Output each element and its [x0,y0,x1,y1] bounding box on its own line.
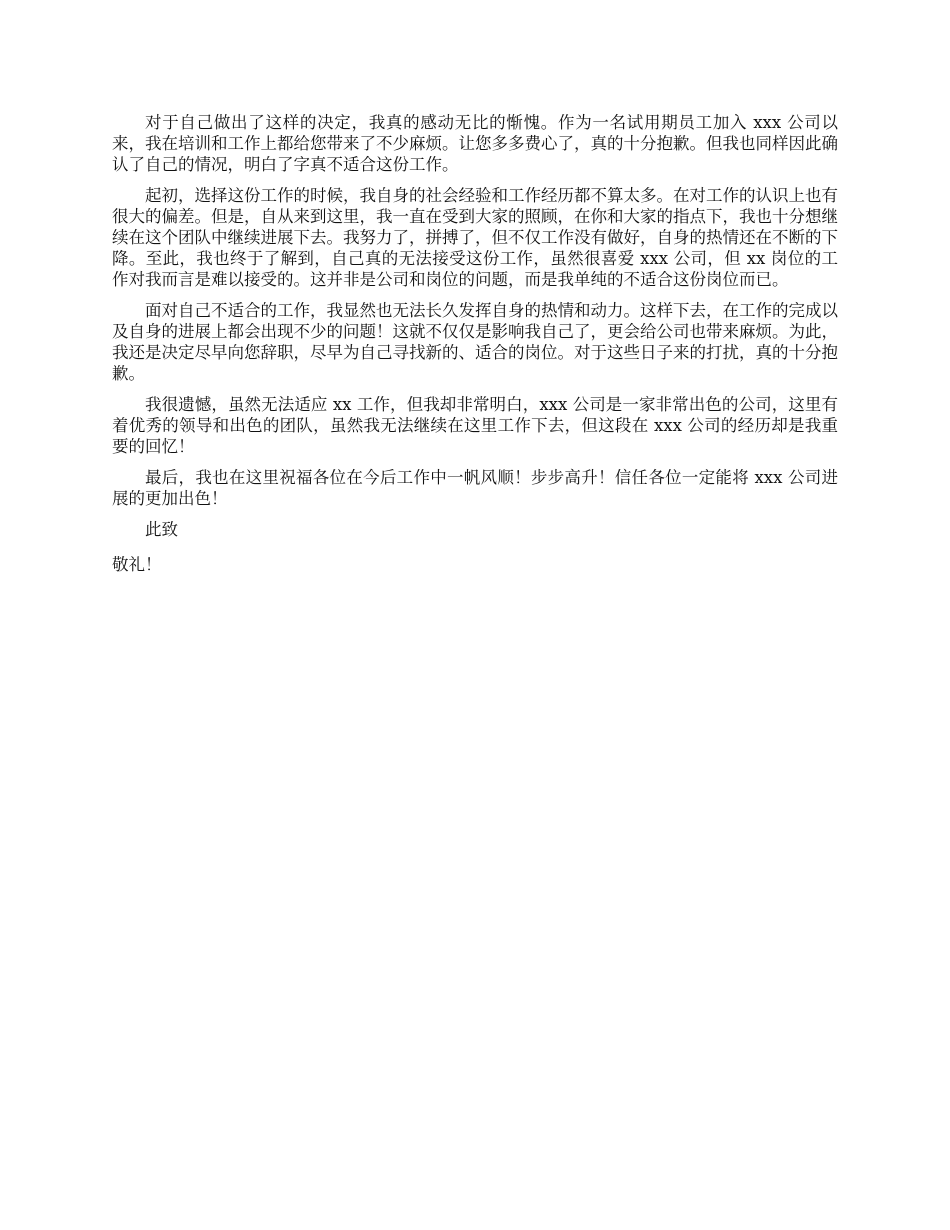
paragraph-3: 面对自己不适合的工作，我显然也无法长久发挥自身的热情和动力。这样下去，在工作的完成以及自身的进展上都会出现不少的问题！这就不仅仅是影响我自己了，更会给公司也带来麻烦。为此，我还是决定尽早向您辞职，尽早为自己寻找新的、适合的岗位。对于这些日子来的打扰，真的十分抱歉。 [112,301,838,383]
document-page [112,112,838,585]
paragraph-2: 起初，选择这份工作的时候，我自身的社会经验和工作经历都不算太多。在对工作的认识上也有很大的偏差。但是，自从来到这里，我一直在受到大家的照顾，在你和大家的指点下，我也十分想继续在这个团队中继续进展下去。我努力了，拼搏了，但不仅工作没有做好，自身的热情还在不断的下降。至此，我也终于了解到，自己真的无法接受这份工作，虽然很喜爱 xxx 公司，但 xx 岗位的工作对我而言是难以接受的。这并非是公司和岗位的问题，而是我单纯的不适合这份岗位而已。 [112,186,838,289]
paragraph-4: 我很遗憾，虽然无法适应 xx 工作，但我却非常明白，xxx 公司是一家非常出色的公司，这里有着优秀的领导和出色的团队，虽然我无法继续在这里工作下去，但这段在 xxx 公司的经历却是我重要的回忆！ [112,395,838,456]
salutation-line: 敬礼！ [112,555,162,574]
paragraph-5: 最后，我也在这里祝福各位在今后工作中一帆风顺！步步高升！信任各位一定能将 xxx 公司进展的更加出色！ [112,468,838,508]
closing-line: 此致 [145,520,178,539]
paragraph-1: 对于自己做出了这样的决定，我真的感动无比的惭愧。作为一名试用期员工加入 xxx 公司以来，我在培训和工作上都给您带来了不少麻烦。让您多多费心了，真的十分抱歉。但我也同样因此确认了自己的情况，明白了字真不适合这份工作。 [112,113,838,174]
